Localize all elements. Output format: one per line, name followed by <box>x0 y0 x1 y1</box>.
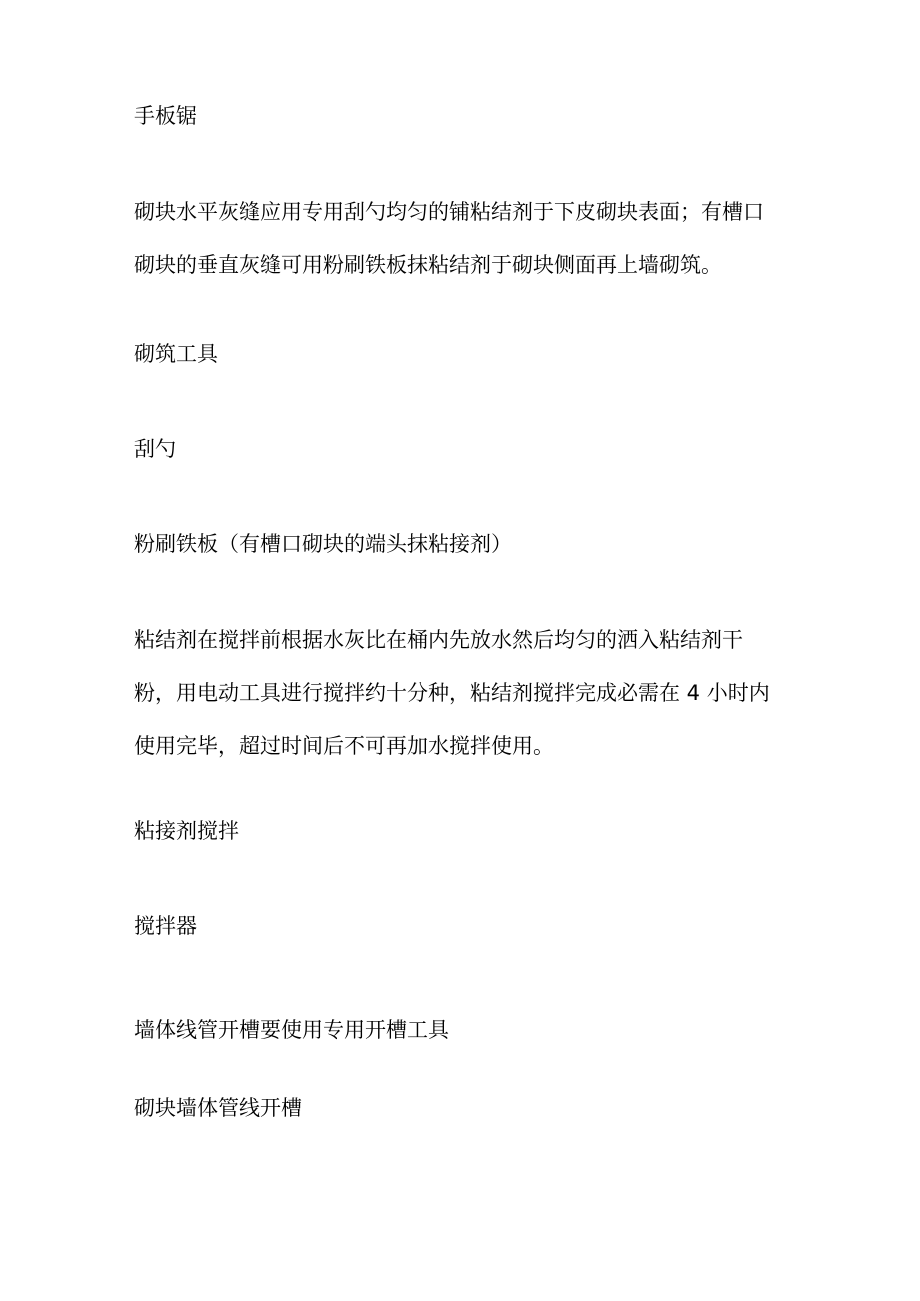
text-line: 粘接剂搅拌 <box>134 819 239 843</box>
paragraph-block-wall-grooving <box>134 1094 794 1122</box>
paragraph-mixing-instructions <box>134 626 794 760</box>
text-line: 墙体线管开槽要使用专用开槽工具 <box>134 1018 449 1042</box>
paragraph-scraper <box>134 435 794 463</box>
text-line: 手板锯 <box>134 104 197 128</box>
paragraph-hand-saw <box>134 102 794 130</box>
paragraph-adhesive-mixing <box>134 817 794 845</box>
paragraph-mortar-application <box>134 198 794 279</box>
text-line: 砌筑工具 <box>134 342 218 366</box>
text-line: 砌块的垂直灰缝可用粉刷铁板抹粘结剂于砌块侧面再上墙砌筑。 <box>134 253 722 277</box>
text-line: 刮勺 <box>134 437 176 461</box>
text-line: 粉，用电动工具进行搅拌约十分种，粘结剂搅拌完成必需在 4 小时内 <box>134 681 770 705</box>
paragraph-wall-grooving <box>134 1016 794 1044</box>
paragraph-plastering-trowel <box>134 530 794 558</box>
paragraph-masonry-tools <box>134 340 794 368</box>
text-line: 砌块水平灰缝应用专用刮勺均匀的铺粘结剂于下皮砌块表面；有槽口 <box>134 200 764 224</box>
text-line: 粘结剂在搅拌前根据水灰比在桶内先放水然后均匀的洒入粘结剂干 <box>134 628 743 652</box>
text-line: 粉刷铁板（有槽口砌块的端头抹粘接剂） <box>134 532 512 556</box>
paragraph-mixer <box>134 912 794 940</box>
text-line: 搅拌器 <box>134 914 197 938</box>
text-line: 砌块墙体管线开槽 <box>134 1096 302 1120</box>
text-line: 使用完毕，超过时间后不可再加水搅拌使用。 <box>134 734 554 758</box>
